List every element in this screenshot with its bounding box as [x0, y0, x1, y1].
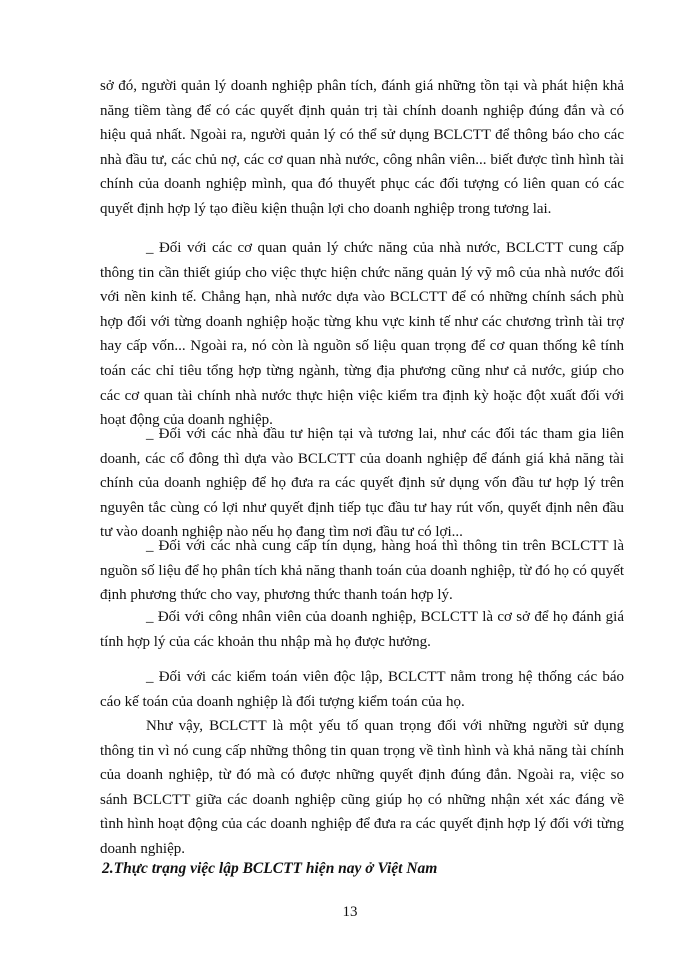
paragraph-conclusion: Như vậy, BCLCTT là một yếu tố quan trọng đối với những người sử dụng thông tin vì nó cung cấp những thông tin quan trọng về tình hình và khả năng tài chính của doanh nghiệp, từ đó mà có được những quyết định đúng đắn. Ngoài ra, việc so sánh BCLCTT giữa các doanh nghiệp cũng giúp họ có những nhận xét xác đáng về tình hình hoạt động của các doanh nghiệp để đưa ra các quyết định hợp lý đối với từng doanh nghiệp.: [100, 718, 624, 857]
paragraph-investors: _ Đối với các nhà đầu tư hiện tại và tương lai, như các đối tác tham gia liên doanh, các cổ đông thì dựa vào BCLCTT của doanh nghiệp để đánh giá khả năng tài chính của doanh nghiệp để họ đưa ra các quyết định sử dụng vốn đầu tư hợp lý trên nguyên tắc cùng có lợi như quyết định tiếp tục đầu tư hay rút vốn, quyết định nên đầu tư vào doanh nghiệp nào nếu họ đang tìm nơi đầu tư có lợi...: [100, 426, 624, 541]
page-number: 13: [342, 904, 358, 920]
section-heading: 2.Thực trạng việc lập BCLCTT hiện nay ở Việt Nam: [102, 860, 438, 877]
paragraph-auditors: _ Đối với các kiểm toán viên độc lập, BCLCTT nằm trong hệ thống các báo cáo kế toán của doanh nghiệp là đối tượng kiểm toán của họ.: [100, 669, 624, 710]
paragraph-credit-providers: _ Đối với các nhà cung cấp tín dụng, hàng hoá thì thông tin trên BCLCTT là nguồn số liệu để họ phân tích khả năng thanh toán của doanh nghiệp, từ đó họ có quyết định phương thức cho vay, phương thức thanh toán hợp lý.: [100, 538, 624, 604]
paragraph-state-agencies: _ Đối với các cơ quan quản lý chức năng của nhà nước, BCLCTT cung cấp thông tin cần thiết giúp cho việc thực hiện chức năng quản lý vỹ mô của nhà nước đối với nền kinh tế. Chẳng hạn, nhà nước dựa vào BCLCTT để có những chính sách phù hợp đối với từng doanh nghiệp hoặc từng khu vực kinh tế như các chương trình tài trợ hay cấp vốn... Ngoài ra, nó còn là nguồn số liệu quan trọng để cơ quan thống kê tính toán các chỉ tiêu tổng hợp từng ngành, từng địa phương cũng như cả nước, giúp cho các cơ quan tài chính nhà nước thực hiện việc kiểm tra định kỳ hoặc đột xuất đối với hoạt động của doanh nghiệp.: [100, 240, 624, 429]
paragraph-continuation: sở đó, người quản lý doanh nghiệp phân tích, đánh giá những tồn tại và phát hiện khả năng tiềm tàng để có các quyết định quản trị tài chính doanh nghiệp đúng đắn và có hiệu quả nhất. Ngoài ra, người quản lý có thể sử dụng BCLCTT để thông báo cho các nhà đầu tư, các chủ nợ, các cơ quan nhà nước, công nhân viên... biết được tình hình tài chính của doanh nghiệp mình, qua đó thuyết phục các đối tượng có liên quan có các quyết định hợp lý tạo điều kiện thuận lợi cho doanh nghiệp trong tương lai.: [100, 78, 624, 217]
paragraph-employees: _ Đối với công nhân viên của doanh nghiệp, BCLCTT là cơ sở để họ đánh giá tính hợp lý của các khoản thu nhập mà họ được hưởng.: [100, 609, 624, 650]
